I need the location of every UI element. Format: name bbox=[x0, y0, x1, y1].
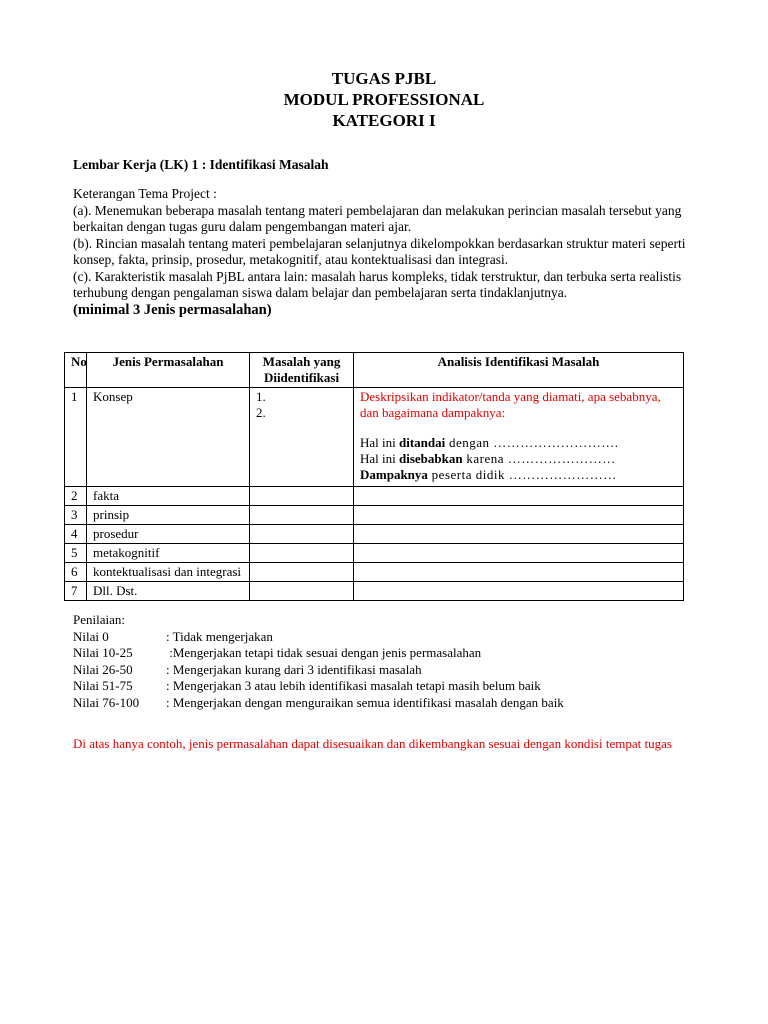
grading-item: Nilai 26-50 : Mengerjakan kurang dari 3 identifikasi masalah bbox=[73, 661, 422, 677]
row-analisis[interactable] bbox=[354, 525, 684, 544]
description-heading: Keterangan Tema Project : bbox=[73, 186, 217, 201]
row-masalah[interactable] bbox=[250, 582, 354, 601]
project-description bbox=[73, 186, 693, 318]
table-row bbox=[65, 506, 684, 525]
table-row bbox=[65, 544, 684, 563]
analysis-disebabkan: Hal ini disebabkan karena …………………… bbox=[360, 451, 616, 466]
table-row bbox=[65, 582, 684, 601]
grading-item: Nilai 10-25 :Mengerjakan tetapi tidak sesuai dengan jenis permasalahan bbox=[73, 645, 482, 660]
row-no: 5 bbox=[65, 544, 87, 563]
row-jenis: metakognitif bbox=[87, 544, 250, 563]
row-analisis[interactable] bbox=[354, 388, 684, 487]
header-jenis: Jenis Permasalahan bbox=[87, 353, 250, 388]
row-jenis: prinsip bbox=[87, 506, 250, 525]
title-line-1: TUGAS PJBL bbox=[331, 69, 437, 88]
description-point-b: (b). Rincian masalah tentang materi pembelajaran selanjutnya dikelompokkan berdasarkan struktur materi seperti konsep, fakta, prinsip, prosedur, metakognitif, atau kontektualisasi dan integrasi. bbox=[73, 235, 686, 267]
row-jenis: kontektualisasi dan integrasi bbox=[87, 563, 250, 582]
row-no: 6 bbox=[65, 563, 87, 582]
row-masalah[interactable] bbox=[250, 563, 354, 582]
analysis-instruction: Deskripsikan indikator/tanda yang diamati, apa sebabnya, dan bagaimana dampaknya: bbox=[360, 389, 661, 420]
row-no: 3 bbox=[65, 506, 87, 525]
row-analisis[interactable] bbox=[354, 487, 684, 506]
table-row bbox=[65, 388, 684, 487]
table-row bbox=[65, 525, 684, 544]
row-no: 1 bbox=[65, 388, 87, 487]
header-no: No bbox=[65, 353, 87, 388]
row-no: 7 bbox=[65, 582, 87, 601]
table-header-row bbox=[65, 353, 684, 388]
row-masalah[interactable] bbox=[250, 544, 354, 563]
masalah-item-1: 1. bbox=[256, 389, 266, 404]
row-no: 4 bbox=[65, 525, 87, 544]
title-line-3: KATEGORI I bbox=[332, 111, 436, 130]
row-jenis: fakta bbox=[87, 487, 250, 506]
row-masalah[interactable] bbox=[250, 506, 354, 525]
grading-item: Nilai 51-75 : Mengerjakan 3 atau lebih identifikasi masalah tetapi masih belum baik bbox=[73, 678, 541, 693]
row-jenis: Dll. Dst. bbox=[87, 582, 250, 601]
row-jenis: Konsep bbox=[87, 388, 250, 487]
header-masalah: Masalah yang Diidentifikasi bbox=[250, 353, 354, 388]
grading-item: Nilai 76-100 : Mengerjakan dengan menguraikan semua identifikasi masalah dengan baik bbox=[73, 694, 564, 710]
description-point-a: (a). Menemukan beberapa masalah tentang materi pembelajaran dan melakukan perincian masalah tersebut yang berkaitan dengan tugas guru dalam pengembangan materi ajar. bbox=[73, 202, 682, 234]
row-jenis: prosedur bbox=[87, 525, 250, 544]
worksheet-title: Lembar Kerja (LK) 1 : Identifikasi Masalah bbox=[73, 157, 329, 172]
grading-item: Nilai 0 : Tidak mengerjakan bbox=[73, 628, 273, 644]
minimum-requirement: (minimal 3 Jenis permasalahan) bbox=[73, 301, 272, 318]
row-analisis[interactable] bbox=[354, 544, 684, 563]
row-analisis[interactable] bbox=[354, 582, 684, 601]
row-analisis[interactable] bbox=[354, 506, 684, 525]
footnote: Di atas hanya contoh, jenis permasalahan dapat disesuaikan dan dikembangkan sesuai dengan kondisi tempat tugas bbox=[73, 736, 672, 751]
analysis-dampak: Dampaknya peserta didik …………………… bbox=[360, 467, 617, 482]
row-masalah[interactable] bbox=[250, 487, 354, 506]
title-line-2: MODUL PROFESSIONAL bbox=[283, 90, 485, 109]
table-row bbox=[65, 487, 684, 506]
masalah-item-2: 2. bbox=[256, 405, 266, 420]
row-analisis[interactable] bbox=[354, 563, 684, 582]
description-point-c: (c). Karakteristik masalah PjBL antara lain: masalah harus kompleks, tidak terstruktur, dan terbuka serta realistis terhubung dengan pengalaman siswa dalam belajar dan pembelajaran serta tindaklanjutnya. bbox=[73, 268, 682, 300]
row-no: 2 bbox=[65, 487, 87, 506]
grading-heading: Penilaian: bbox=[73, 612, 125, 627]
row-masalah[interactable] bbox=[250, 388, 354, 487]
header-analisis: Analisis Identifikasi Masalah bbox=[354, 353, 684, 388]
analysis-ditandai: Hal ini ditandai dengan ………………………. bbox=[360, 435, 619, 450]
identification-table bbox=[64, 352, 684, 601]
row-masalah[interactable] bbox=[250, 525, 354, 544]
grading-section bbox=[73, 612, 564, 711]
table-row bbox=[65, 563, 684, 582]
